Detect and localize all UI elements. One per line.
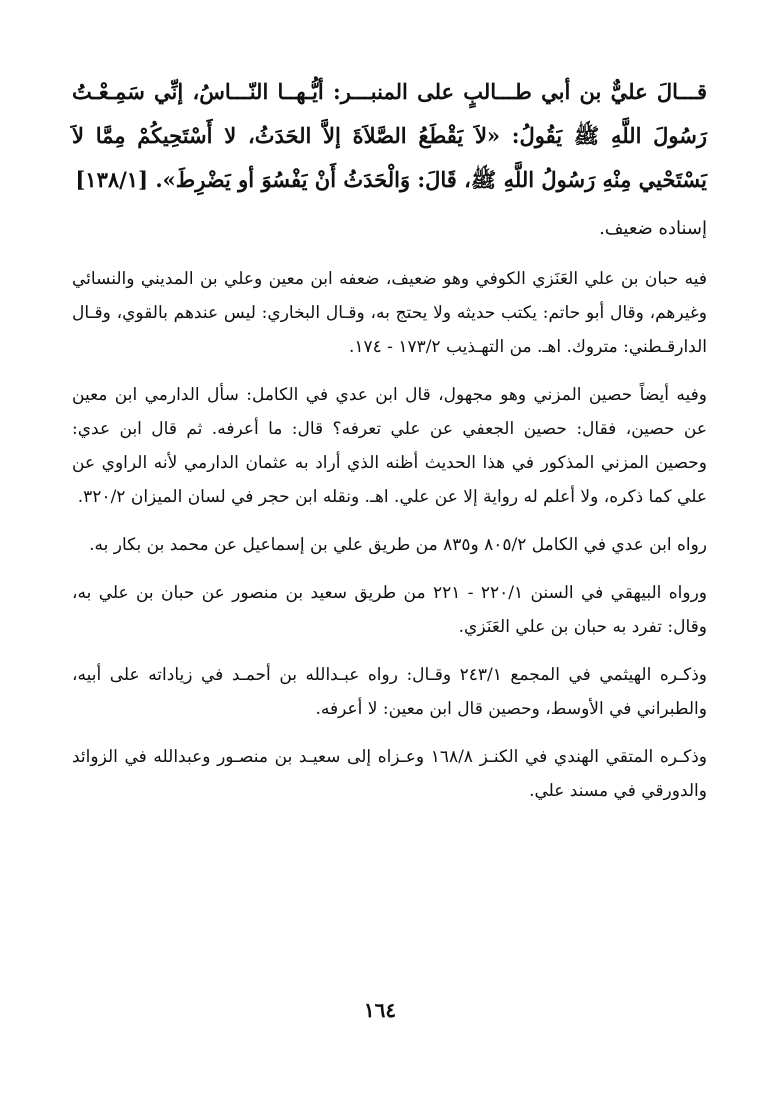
paragraph-text: وذكـره المتقي الهندي في الكنـز ١٦٨/٨ وعـزاه إلى سعيـد بن منصـور وعبدالله في الزوائد والدورقي في مسند علي.	[72, 747, 707, 801]
isnad-grade: إسناده ضعيف.	[599, 218, 707, 239]
page-number: ١٦٤	[363, 998, 397, 1022]
commentary-paragraph	[72, 262, 707, 364]
book-page	[72, 70, 707, 822]
paragraph-text: رواه ابن عدي في الكامل ٨٠٥/٢ و٨٣٥ من طريق علي بن إسماعيل عن محمد بن بكار به.	[89, 535, 707, 555]
commentary-paragraph	[72, 740, 707, 808]
commentary-paragraph	[72, 658, 707, 726]
commentary-paragraph	[72, 378, 707, 514]
commentary-paragraph	[72, 576, 707, 644]
hadith-text: قـــالَ عليٌّ بن أبي طـــالبٍ على المنبـــر: أيُّـهــا النّـــاسُ، إنِّي سَمِـعْـتُ رَسُولَ اللَّهِ ﷺ يَقُولُ: «لاَ يَقْطَعُ الصَّلاَةَ إلاَّ الحَدَثُ، لا أَسْتَحِيكُمْ مِمَّا لاَ يَسْتَحْيي مِنْهِ رَسُولُ اللَّهِ ﷺ، قَالَ: وَالْحَدَثُ أَنْ يَفْسُوَ أو يَضْرِطَ». [١٣٨/١]	[72, 79, 707, 192]
paragraph-text: وفيه أيضاً حصين المزني وهو مجهول، قال ابن عدي في الكامل: سأل الدارمي ابن معين عن حصين، فقال: حصين الجعفي عن علي تعرفه؟ قال: ما أعرفه. ثم قال ابن عدي: وحصين المزني المذكور في هذا الحديث أظنه الذي أراد به عثمان الدارمي لأنه الراوي عن علي كما ذكره، ولا أعلم له رواية إلا عن علي. اهـ. ونقله ابن حجر في لسان الميزان ٣٢٠/٢.	[72, 385, 708, 507]
paragraph-text: ورواه البيهقي في السنن ٢٢٠/١ - ٢٢١ من طريق سعيد بن منصور عن حبان بن علي به، وقال: تفرد به حبان بن علي العَنَزي.	[72, 583, 707, 637]
commentary-paragraph	[72, 528, 707, 562]
paragraph-text: فيه حبان بن علي العَنَزي الكوفي وهو ضعيف، ضعفه ابن معين وعلي بن المديني والنسائي وغيرهم، وقال أبو حاتم: يكتب حديثه ولا يحتج به، وقـال البخاري: ليس عندهم بالقوي، وقـال الدارقـطني: متروك. اهـ. من التهـذيب ١٧٣/٢ - ١٧٤.	[72, 269, 707, 357]
paragraph-text: وذكـره الهيثمي في المجمع ٢٤٣/١ وقـال: رواه عبـدالله بن أحمـد في زياداته على أبيه، والطبراني في الأوسط، وحصين قال ابن معين: لا أعرفه.	[72, 665, 707, 719]
